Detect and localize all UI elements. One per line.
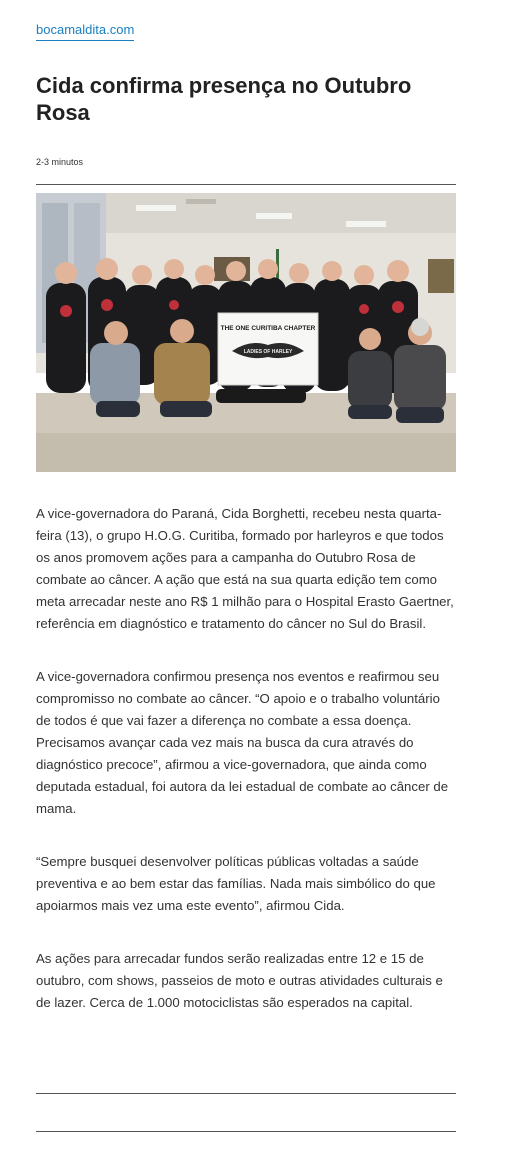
- article-paragraph: “Sempre busquei desenvolver políticas públicas voltadas a saúde preventiva e ao bem estar das famílias. Nada mais simbólico do que apoiarmos mais vez uma este evento”, afirmou Cida.: [36, 854, 436, 913]
- article-title: Cida confirma presença no Outubro Rosa: [36, 73, 412, 125]
- banner-logo-text: LADIES OF HARLEY: [243, 349, 293, 355]
- article-paragraph: A vice-governadora confirmou presença nos eventos e reafirmou seu compromisso no combate ao câncer. “O apoio e o trabalho voluntário de todos é que vai fazer a diferença no combate a essa doença. Precisamos avançar cada vez mais na busca da cura através do diagnóstico precoce”, afirmou a vice-governadora, que ainda como deputada estadual, foi autora da lei estadual de combate ao câncer de mama.: [36, 669, 449, 816]
- article-body: [36, 503, 456, 1045]
- source-domain-link[interactable]: bocamaldita.com: [36, 22, 134, 41]
- footer-divider-bottom: [36, 1131, 456, 1132]
- footer-divider-top: [36, 1093, 456, 1094]
- article-photo: [36, 193, 456, 472]
- header-divider: [36, 184, 456, 185]
- article-paragraph: A vice-governadora do Paraná, Cida Borghetti, recebeu nesta quarta-feira (13), o grupo H.O.G. Curitiba, formado por harleyros e que todos os anos promovem ações para a campanha do Outubro Rosa de combate ao câncer. A ação que está na sua quarta edição tem como meta arrecadar neste ano R$ 1 milhão para o Hospital Erasto Gaertner, referência em diagnóstico e tratamento do câncer no Sul do Brasil.: [36, 506, 454, 631]
- group-photo-illustration: [36, 193, 456, 472]
- reading-time: 2-3 minutos: [36, 157, 84, 167]
- banner-text: THE ONE CURITIBA CHAPTER: [220, 325, 316, 332]
- article-paragraph: As ações para arrecadar fundos serão realizadas entre 12 e 15 de outubro, com shows, passeios de moto e outras atividades culturais e de lazer. Cerca de 1.000 motociclistas são esperados na capital.: [36, 951, 443, 1010]
